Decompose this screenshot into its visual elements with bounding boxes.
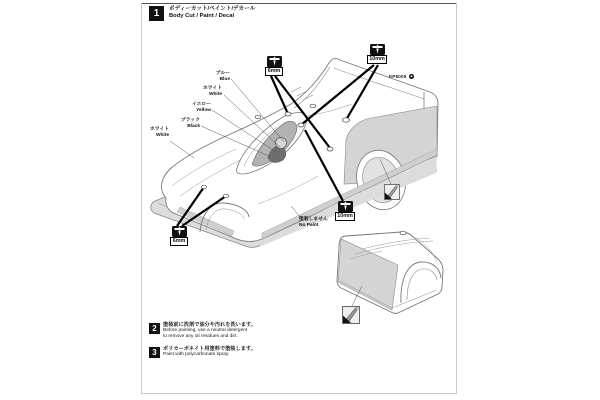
- drill-callout-bottom-left: [168, 226, 190, 246]
- label-blue-en: Blue: [219, 77, 230, 82]
- note3-jp: ポリカーボネイト用塗料で塗装します。: [163, 346, 256, 352]
- label-white-top-jp: ホワイト: [202, 86, 222, 91]
- note2-number: 2: [152, 324, 157, 333]
- label-black: [166, 118, 200, 130]
- note2-number-box: [149, 323, 160, 334]
- drill-callout-top: [263, 56, 285, 76]
- label-white-left-jp: ホワイト: [149, 127, 169, 132]
- note3-en-1: Paint with polycarbonate spray.: [163, 352, 230, 357]
- drill-size-label: 6mm: [170, 237, 188, 246]
- drill-size-label: 6mm: [265, 67, 283, 76]
- drill-icon: [370, 44, 385, 55]
- label-black-jp: ブラック: [180, 118, 200, 123]
- step-number: 1: [153, 8, 160, 19]
- note3-number-box: [149, 347, 160, 358]
- drill-callout-center: [334, 201, 356, 221]
- drill-callout-top-right: [366, 44, 388, 64]
- drill-size-label: 10mm: [335, 212, 356, 221]
- drill-size-label: 10mm: [367, 55, 388, 64]
- part-reference-marker-icon: [409, 74, 414, 79]
- label-yellow: [177, 102, 211, 114]
- label-no-paint-en: No Paint: [299, 223, 319, 228]
- note3-text: [163, 346, 256, 358]
- cutaway-piece-illustration: [337, 232, 443, 314]
- cut-icon: [384, 184, 400, 205]
- label-white-left: [135, 127, 169, 139]
- label-blue-jp: ブルー: [215, 71, 230, 76]
- step-title-jp: ボディーカット/ペイント/デカール: [169, 6, 256, 12]
- label-no-paint: [299, 217, 328, 229]
- note2-jp: 塗装前に洗剤で油分や汚れを洗います。: [163, 322, 256, 328]
- label-blue: [196, 71, 230, 83]
- label-white-top: [188, 86, 222, 98]
- note2-en-1: Before painting, use a neutral detergent: [163, 328, 248, 333]
- label-white-left-en: White: [155, 133, 169, 138]
- note2-text: [163, 322, 256, 340]
- drill-icon: [172, 226, 187, 237]
- note3-number: 3: [152, 348, 157, 357]
- cut-icon: [342, 306, 360, 329]
- part-reference-number: EP8005: [389, 74, 407, 79]
- label-no-paint-jp: 塗装しません: [299, 217, 328, 222]
- label-yellow-jp: イエロー: [192, 102, 211, 107]
- label-yellow-en: Yellow: [196, 108, 211, 113]
- note2-en-2: to remove any oil residues and dirt.: [163, 334, 238, 339]
- drill-icon: [267, 56, 282, 67]
- part-reference: [389, 74, 414, 79]
- label-black-en: Black: [187, 124, 200, 129]
- label-white-top-en: White: [208, 92, 222, 97]
- step-title-en: Body Cut / Paint / Decal: [169, 13, 235, 19]
- drill-icon: [338, 201, 353, 212]
